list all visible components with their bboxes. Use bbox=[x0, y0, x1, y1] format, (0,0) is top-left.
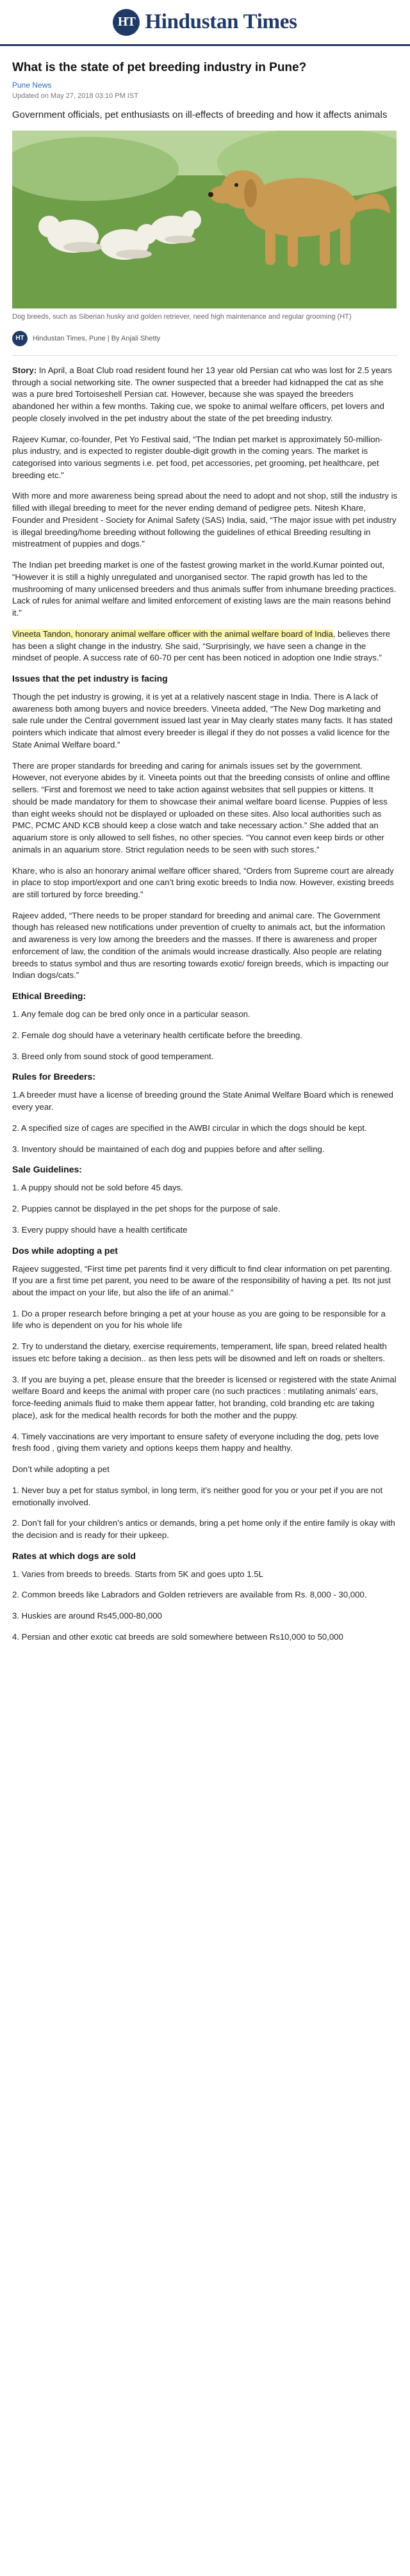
section-heading: Issues that the pet industry is facing bbox=[12, 673, 168, 684]
list-item: 3. Every puppy should have a health certificate bbox=[12, 1224, 188, 1235]
photo-caption: Dog breeds, such as Siberian husky and golden retriever, need high maintenance and regular grooming (HT) bbox=[12, 313, 352, 321]
byline bbox=[12, 331, 398, 346]
list-item: 1. Any female dog can be bred only once in a particular season. bbox=[12, 1009, 250, 1020]
list-item: 2. Don’t fall for your children’s antics or demands, bring a pet home only if the entire family is okay with the decision and is ready for their upkeep. bbox=[12, 1518, 395, 1540]
paragraph: There are proper standards for breeding and caring for animals issues set by the government. However, not everyone abides by it. Vineeta points out that the breeding consists of online and offline sellers. “First and foremost we need to take action against websites that sell puppies or kittens. It should be made mandatory for them to showcase their animal welfare board license. Puppies of less than eight weeks should not be displayed or uploaded on these sites. Also local authorities such as PMC, PCMC AND KCB should keep a close watch and take necessary action.” She added that an aquarium store is only allowed to sell fishes, no other species. “You cannot even keep birds or other animals in an aquarium store. Strict regulation needs to be seen with such stores.” bbox=[12, 760, 390, 854]
section-heading: Rates at which dogs are sold bbox=[12, 1550, 136, 1561]
list-item: 1. Do a proper research before bringing a pet at your house as you are going to be responsible for a life who is dependent on you for his whole life bbox=[12, 1308, 386, 1331]
list-item: 3. Breed only from sound stock of good temperament. bbox=[12, 1051, 214, 1061]
byline-text[interactable]: Hindustan Times, Pune | By Anjali Shetty bbox=[33, 334, 161, 342]
paragraph bbox=[12, 628, 398, 664]
site-logo[interactable] bbox=[113, 9, 297, 36]
article-headline: What is the state of pet breeding industry in Pune? bbox=[12, 61, 307, 74]
list-item: 1. A puppy should not be sold before 45 days. bbox=[12, 1183, 183, 1193]
section-heading: Dos while adopting a pet bbox=[12, 1245, 118, 1256]
ht-logo-badge: HT bbox=[113, 9, 140, 36]
paragraph-text: , believes there has been a slight change in the industry. She said, “Surprisingly, we have seen a change in the mindset of people. A success rate of 60-70 per cent has been noticed in adoption one Indie strays.” bbox=[12, 628, 391, 663]
list-item: 1.A breeder must have a license of breeding ground the State Animal Welfare Board which is renewed every year. bbox=[12, 1090, 394, 1112]
article-photo bbox=[12, 131, 397, 308]
paragraph: Rajeev suggested, “First time pet parents find it very difficult to find clear information on pet parenting. If you are a first time pet parent, you need to be aware of the responsibility of having a pet. Its not just about the impact on your life, but also the life of an animal.” bbox=[12, 1263, 392, 1297]
list-item: 3. Inventory should be maintained of each dog and puppies before and after selling. bbox=[12, 1144, 325, 1154]
standfirst: Government officials, pet enthusiasts on ill-effects of breeding and how it affects animals bbox=[12, 109, 388, 120]
paragraph: Though the pet industry is growing, it is yet at a relatively nascent stage in India. There is A lack of awareness both among buyers and novice breeders. Vineeta added, “The New Dog marketing and sale rule under the Central government issued last year in May clearly states many facts. It has stated pointers which indicate that almost every breeder is illegal if they do not posses a valid licence for the State Animal Welfare board.” bbox=[12, 692, 393, 749]
paragraph: With more and more awareness being spread about the need to adopt and not shop, still the industry is filled with illegal breeding to meet for the never ending demand of pedigree pets. Nitesh Khare, Founder and President - Society for Animal Safety (SAS) India, said, “The major issue with pet industry is illegal breeding/home breeding without following the guidelines of ethical Breeding resulting in mistreatment of puppies and dogs.” bbox=[12, 491, 398, 549]
site-title: Hindustan Times bbox=[145, 10, 297, 33]
list-item: 2. Puppies cannot be displayed in the pet shops for the purpose of sale. bbox=[12, 1204, 281, 1214]
list-item: 4. Persian and other exotic cat breeds are sold somewhere between Rs10,000 to 50,000 bbox=[12, 1631, 343, 1642]
paragraph: Rajeev Kumar, co-founder, Pet Yo Festival said, “The Indian pet market is approximately 50-million-plus industry, and is expected to register double-digit growth in the coming years. The market is categorised into various segments i.e. pet food, pet accessories, pet grooming, pet healthcare, pet breeding etc.” bbox=[12, 434, 383, 480]
paragraph-text: In April, a Boat Club road resident found her 13 year old Persian cat who was lost for 2.5 years through a social networking site. The owner suspected that a breeder had kidnapped the cat as she was a pure bred Tortoiseshell Persian cat. However, because she was spayed the breeders abandoned her within a few months. Taking cue, we spoke to animal welfare officers, pet lovers and people closely involved in the pet industry about the state of the pet breeding industry. bbox=[12, 365, 393, 423]
publish-date: Updated on May 27, 2018 03:10 PM IST bbox=[12, 92, 138, 100]
article-body bbox=[12, 365, 398, 1644]
list-item: 4. Timely vaccinations are very important to ensure safety of everyone including the dog, pets love fresh food , giving them variety and options keeps them happy and healthy. bbox=[12, 1431, 379, 1453]
section-link[interactable]: Pune News bbox=[12, 80, 52, 90]
story-label: Story: bbox=[12, 365, 37, 375]
section-heading: Ethical Breeding: bbox=[12, 991, 86, 1002]
highlighted-text: Vineeta Tandon, honorary animal welfare officer with the animal welfare board of India bbox=[12, 628, 333, 639]
list-item: 2. Try to understand the dietary, exercise requirements, temperament, life span, breed related health issues etc before taking a decision.. as then less pets will be disowned and left on roads or shelters. bbox=[12, 1341, 387, 1363]
subheading-text: Don’t while adopting a pet bbox=[12, 1464, 110, 1475]
paragraph: Rajeev added, “There needs to be proper standard for breeding and animal care. The Government though has released new notifications under prevention of cruelty to animals act, but the information and awareness is very low among the breeders and the masses. If there is awareness and proper enforcement of law, the condition of the animals would increase drastically. Also people are relating breeds to status symbol and thus are resorting towards exotic/ foreign breeds, which is impacting our Indian dogs/cats.” bbox=[12, 910, 389, 980]
dogs-photo-illustration bbox=[12, 131, 397, 308]
masthead bbox=[0, 0, 410, 46]
list-item: 1. Never buy a pet for status symbol, in long term, it’s neither good for you or your pet if you are not emotionally involved. bbox=[12, 1485, 383, 1507]
paragraph bbox=[12, 365, 398, 425]
divider bbox=[12, 355, 398, 356]
section-heading: Rules for Breeders: bbox=[12, 1071, 95, 1082]
author-avatar: HT bbox=[12, 331, 28, 346]
list-item: 3. If you are buying a pet, please ensure that the breeder is licensed or registered with the state Animal welfare Board and keeps the animal with proper care (no such practices : mutilating animals’ ears, force-feeding animals fluid to make them appear fatter, hot branding, cold branding etc are taking place), ask for the medical health records for both the mother and the puppy. bbox=[12, 1374, 397, 1420]
paragraph: The Indian pet breeding market is one of the fastest growing market in the world.Kumar pointed out, “However it is still a highly unregulated and unorganised sector. The rapid growth has led to the mushrooming of many unlicensed breeders and thus animals suffer from inhumane breeding practices. Lack of rules for animal welfare and limited enforcement of existing laws are the main reasons behind it.” bbox=[12, 560, 397, 618]
list-item: 1. Varies from breeds to breeds. Starts from 5K and goes upto 1.5L bbox=[12, 1569, 263, 1579]
list-item: 3. Huskies are around Rs45,000-80,000 bbox=[12, 1611, 162, 1621]
list-item: 2. Female dog should have a veterinary health certificate before the breeding. bbox=[12, 1030, 303, 1040]
list-item: 2. A specified size of cages are specified in the AWBI circular in which the dogs should be kept. bbox=[12, 1123, 367, 1133]
list-item: 2. Common breeds like Labradors and Golden retrievers are available from Rs. 8,000 - 30,000. bbox=[12, 1590, 367, 1600]
paragraph: Khare, who is also an honorary animal welfare officer shared, “Orders from Supreme court are already in place to stop import/export and one can’t bring exotic breeds to India now. However, existing breeds are still tortured by force breeding.” bbox=[12, 865, 394, 900]
section-heading: Sale Guidelines: bbox=[12, 1164, 82, 1175]
